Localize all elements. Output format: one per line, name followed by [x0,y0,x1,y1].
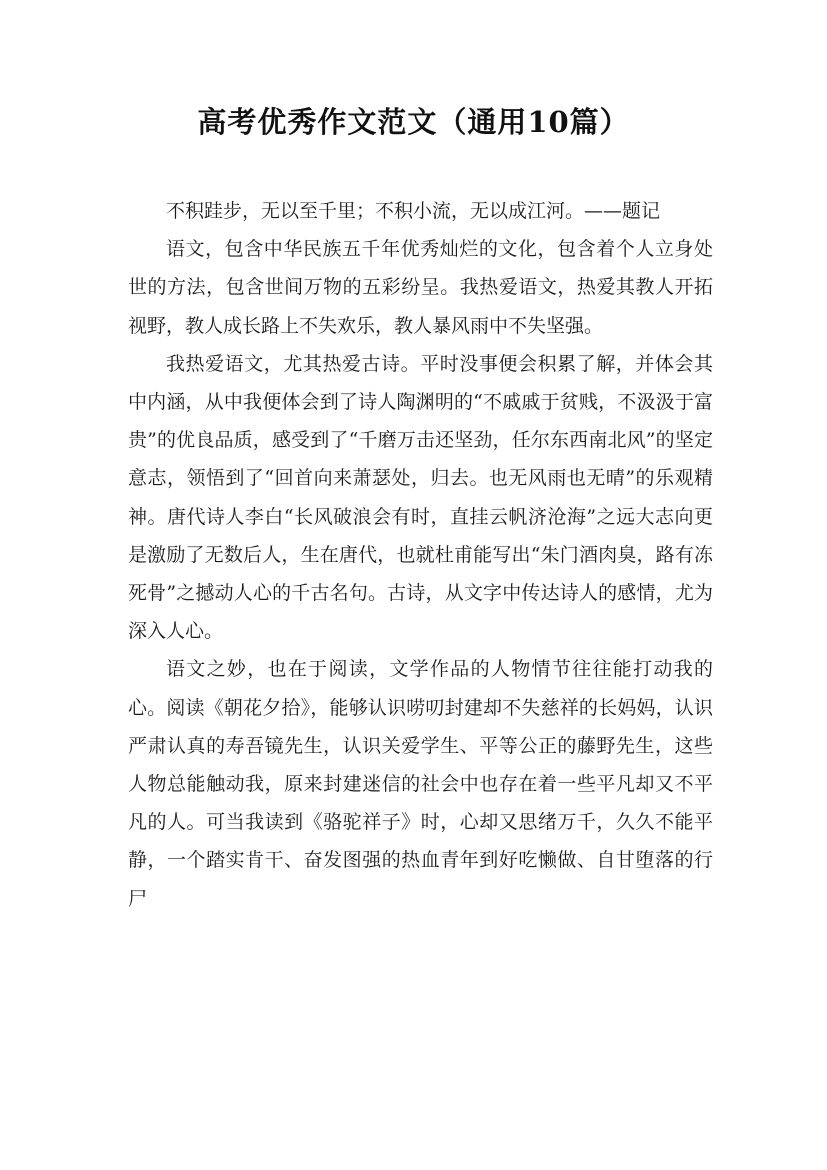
paragraph-epigraph: 不积跬步，无以至千里；不积小流，无以成江河。——题记 [166,200,661,222]
paragraph-reading: 语文之妙，也在于阅读，文学作品的人物情节往往能打动我的心。阅读《朝花夕拾》，能够认识唠叨封建却不失慈祥的长妈妈，认识严肃认真的寿吾镜先生，认识关爱学生、平等公正的藤野先生，这些人物总能触动我，原来封建迷信的社会中也存在着一些平凡却又不平凡的人。可当我读到《骆驼祥子》时，心却又思绪万千，久久不能平静，一个踏实肯干、奋发图强的热血青年到好吃懒做、自甘堕落的行尸 [128,658,713,910]
paragraph-ancient-poetry: 我热爱语文，尤其热爱古诗。平时没事便会积累了解，并体会其中内涵，从中我便体会到了诗人陶渊明的“不戚戚于贫贱，不汲汲于富贵”的优良品质，感受到了“千磨万击还坚劲，任尔东西南北风”的坚定意志，领悟到了“回首向来萧瑟处，归去。也无风雨也无晴”的乐观精神。唐代诗人李白“长风破浪会有时，直挂云帆济沧海”之远大志向更是激励了无数后人，生在唐代，也就杜甫能写出“朱门酒肉臭，路有冻死骨”之撼动人心的千古名句。古诗，从文字中传达诗人的感情，尤为深入人心。 [128,352,713,643]
paragraph-love-chinese: 语文，包含中华民族五千年优秀灿烂的文化，包含着个人立身处世的方法，包含世间万物的五彩纷呈。我热爱语文，热爱其教人开拓视野，教人成长路上不失欢乐，教人暴风雨中不失坚强。 [128,238,713,337]
document-body [128,192,713,918]
document-title: 高考优秀作文范文（通用10篇） [197,105,630,139]
